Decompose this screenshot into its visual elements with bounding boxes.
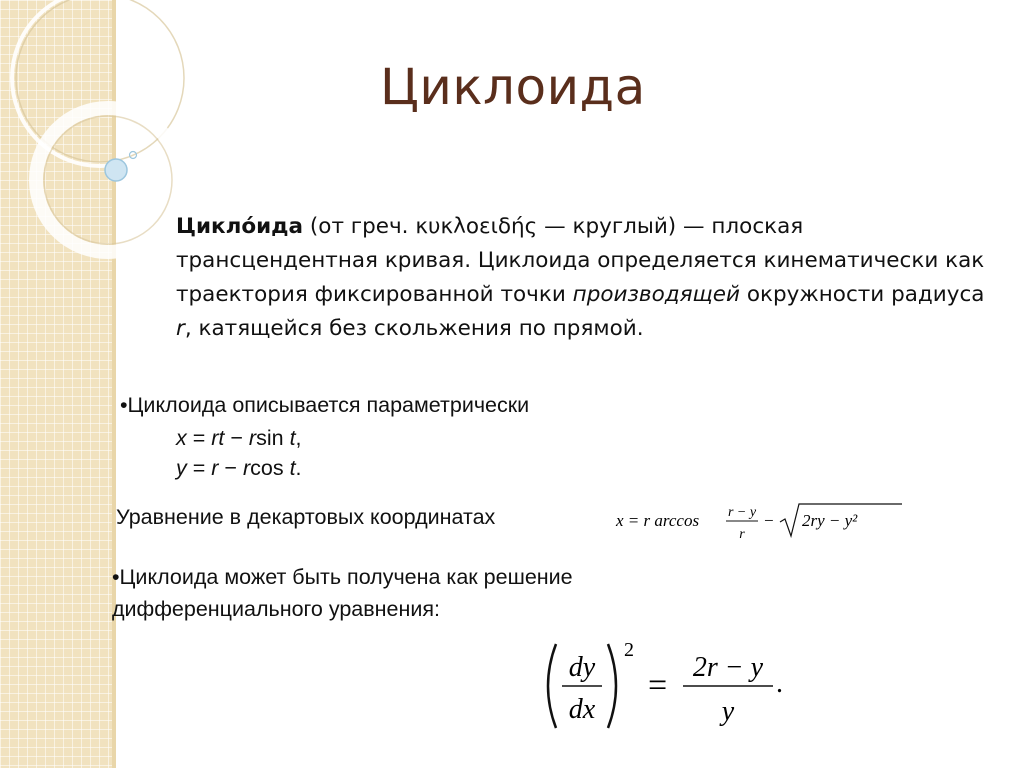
intro-text-2: окружности радиуса [740,282,985,307]
x-term-r: r [248,426,257,450]
diff-power: 2 [624,639,634,661]
intro-text-1: (от греч. κυκλοειδής — круглый) — плоская трансцендентная кривая. Циклоида определяется кинематически как траектория фиксированной точки [176,214,985,307]
diff-den: y [721,696,735,727]
cartesian-frac-num: r − y [727,505,757,520]
x-minus: − [224,426,249,450]
y-var: y [176,456,187,480]
y-cos: cos [250,456,290,480]
x-term-rt: rt [211,426,225,450]
diff-dy: dy [568,652,596,683]
intro-term: Цикло́ида [176,214,304,239]
differential-equation [538,636,798,736]
x-eq-sign: = [186,426,212,450]
intro-radius-symbol: r [176,316,185,341]
left-paren-icon [548,644,556,728]
decorative-rings [0,0,200,260]
cartesian-frac-den: r [739,527,745,542]
intro-italic-word: производящей [572,282,741,307]
page-title: Циклоида [380,58,646,116]
y-term-r: r [211,456,219,480]
diff-dx: dx [568,694,596,725]
intro-text-3: , катящейся без скольжения по прямой. [184,316,644,341]
y-eq-sign: = [186,456,212,480]
right-paren-icon [608,644,616,728]
diff-equals: = [648,667,668,704]
x-var: x [176,426,187,450]
parametric-heading: •Циклоида описывается параметрически [120,393,530,417]
differential-text: •Циклоида может быть получена как решение дифференциального уравнения: [112,565,573,621]
x-term-t: t [289,426,296,450]
cartesian-label: Уравнение в декартовых координатах [116,505,496,529]
diff-period: . [776,668,783,699]
y-period: . [295,456,302,480]
x-comma: , [295,426,302,450]
y-term-t: t [289,456,296,480]
diff-num: 2r − y [692,652,764,683]
x-sin: sin [256,426,290,450]
cartesian-lhs: x = r arccos [616,511,700,530]
y-minus: − [218,456,243,480]
decorative-bubble-icon [105,159,127,181]
cartesian-minus: − [764,511,774,530]
cartesian-sqrt-body: 2ry − y² [802,511,858,530]
cartesian-equation [612,496,912,546]
intro-paragraph [176,210,996,346]
y-term-r2: r [242,456,251,480]
parametric-x-equation [176,424,302,452]
parametric-y-equation [176,454,302,482]
